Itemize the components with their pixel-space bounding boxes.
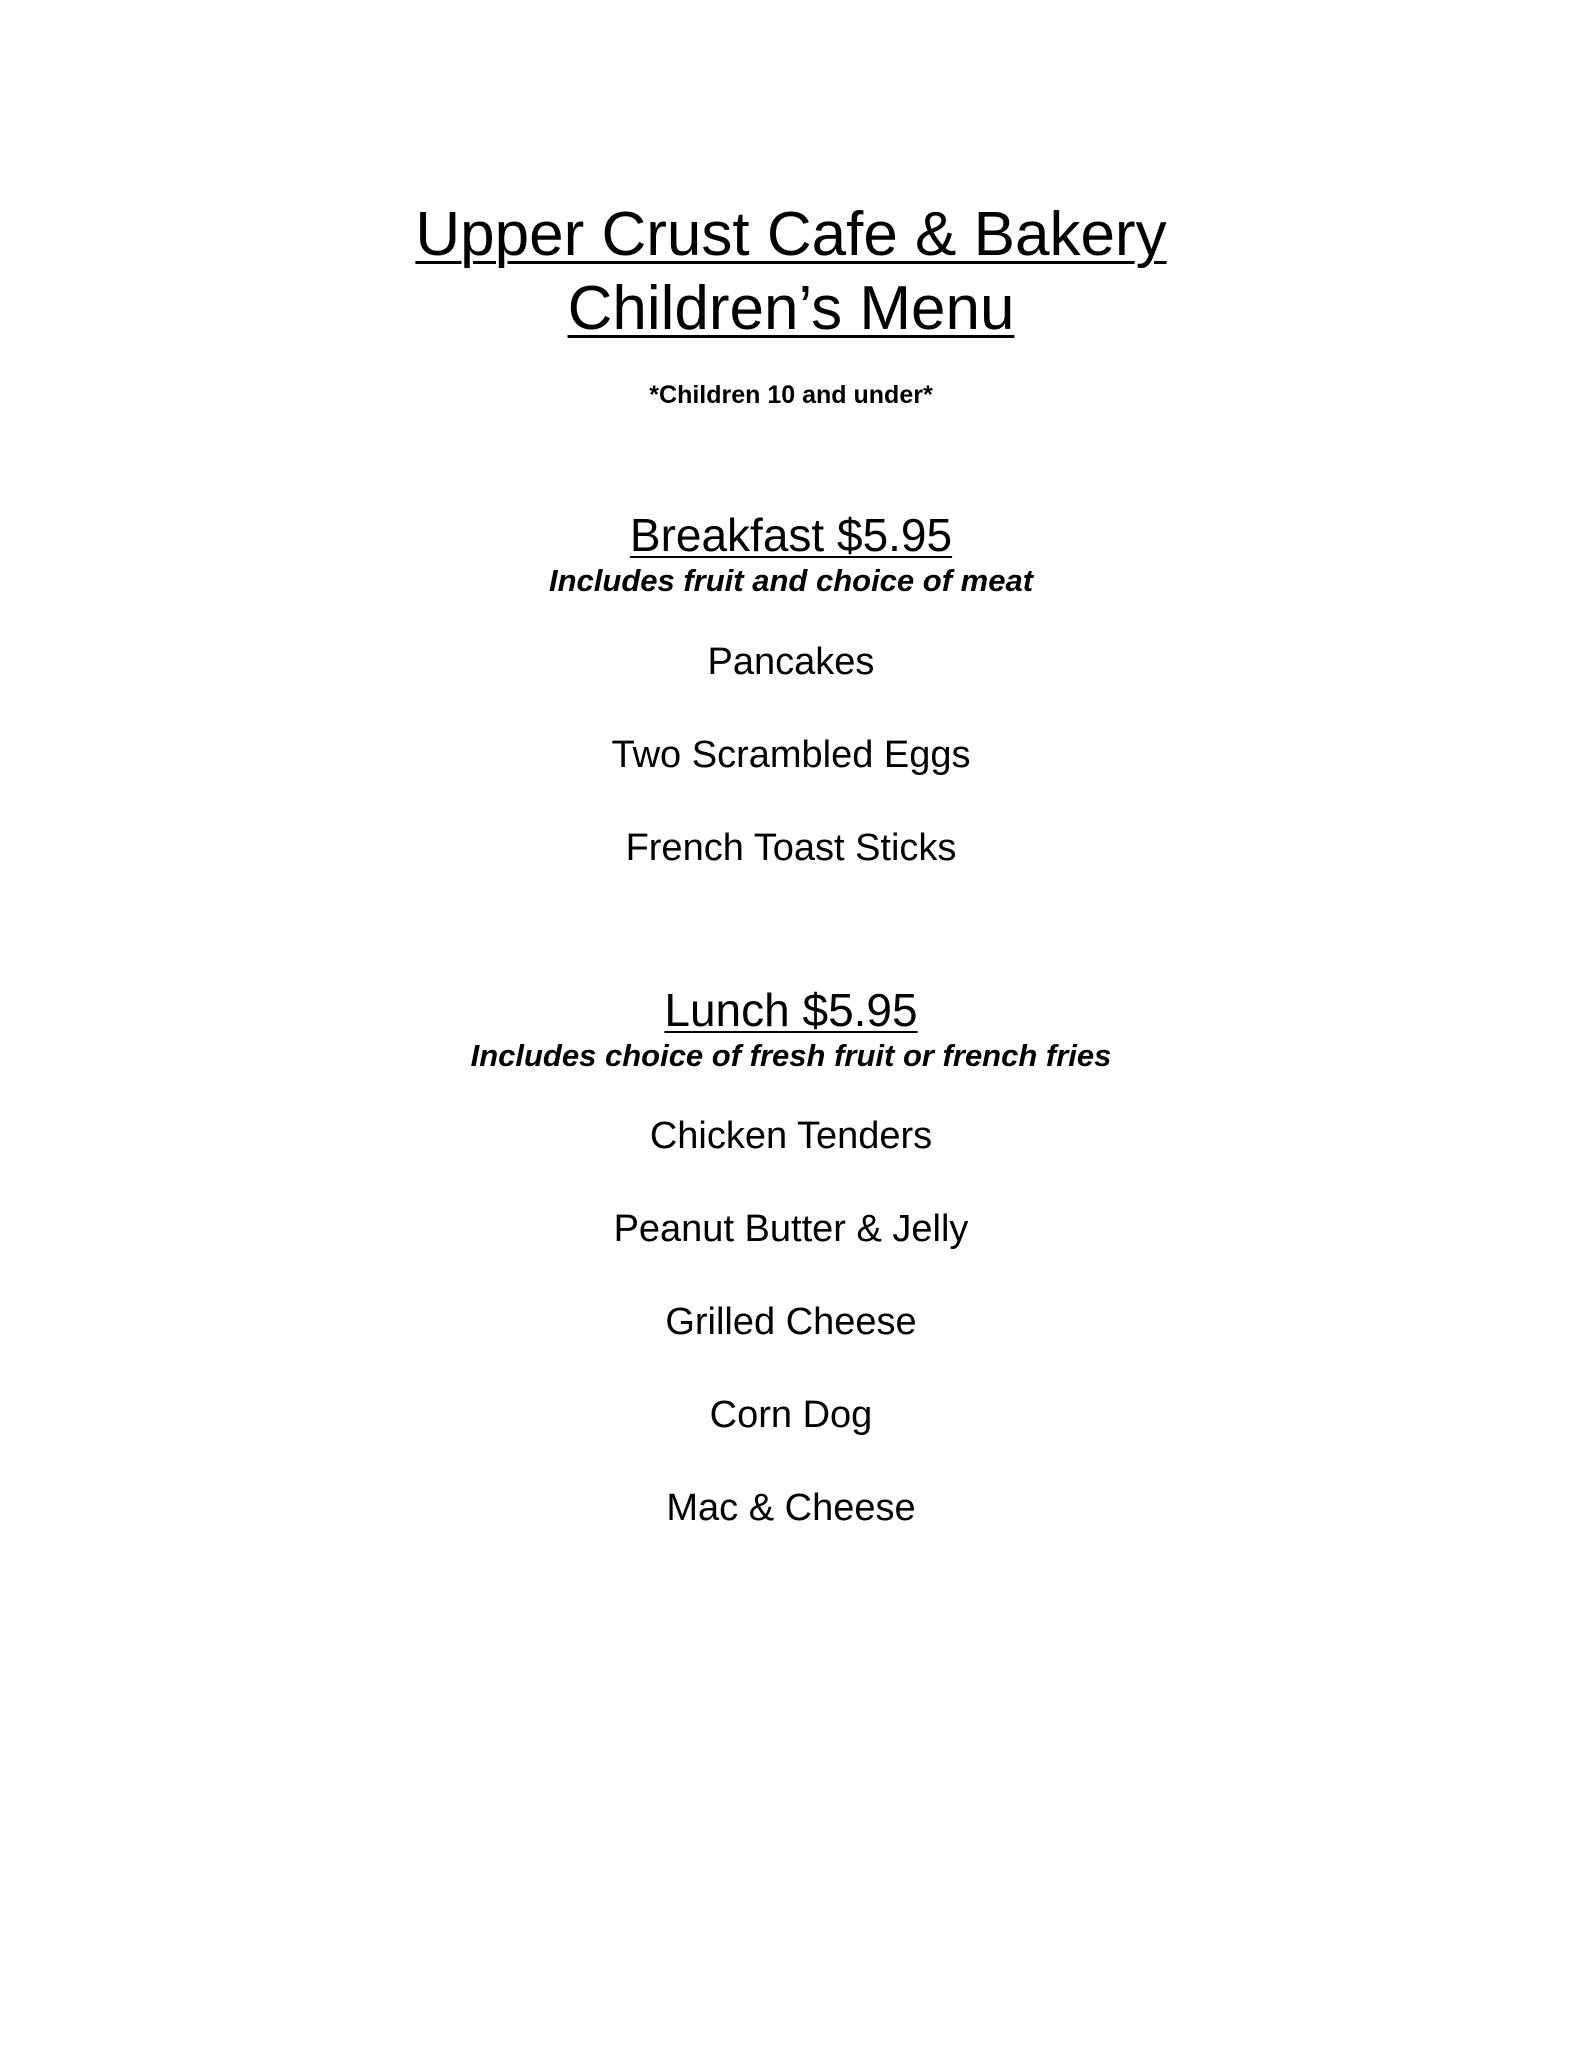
- lunch-item: Peanut Butter & Jelly: [613, 1208, 969, 1250]
- age-note: *Children 10 and under*: [649, 381, 933, 409]
- lunch-item: Mac & Cheese: [666, 1487, 916, 1529]
- breakfast-heading: Breakfast $5.95: [629, 509, 953, 561]
- cafe-name: Upper Crust Cafe & Bakery: [415, 200, 1167, 269]
- lunch-subtitle: Includes choice of fresh fruit or french fries: [470, 1038, 1112, 1073]
- breakfast-subtitle: Includes fruit and choice of meat: [548, 563, 1034, 598]
- lunch-item: Corn Dog: [709, 1394, 873, 1436]
- breakfast-item: Two Scrambled Eggs: [611, 734, 971, 776]
- lunch-item: Chicken Tenders: [649, 1115, 933, 1157]
- breakfast-item: French Toast Sticks: [625, 827, 957, 869]
- lunch-item: Grilled Cheese: [665, 1301, 917, 1343]
- menu-title: [0, 198, 1582, 346]
- breakfast-item: Pancakes: [707, 641, 875, 683]
- menu-name: Children’s Menu: [567, 274, 1015, 343]
- lunch-heading: Lunch $5.95: [664, 984, 918, 1036]
